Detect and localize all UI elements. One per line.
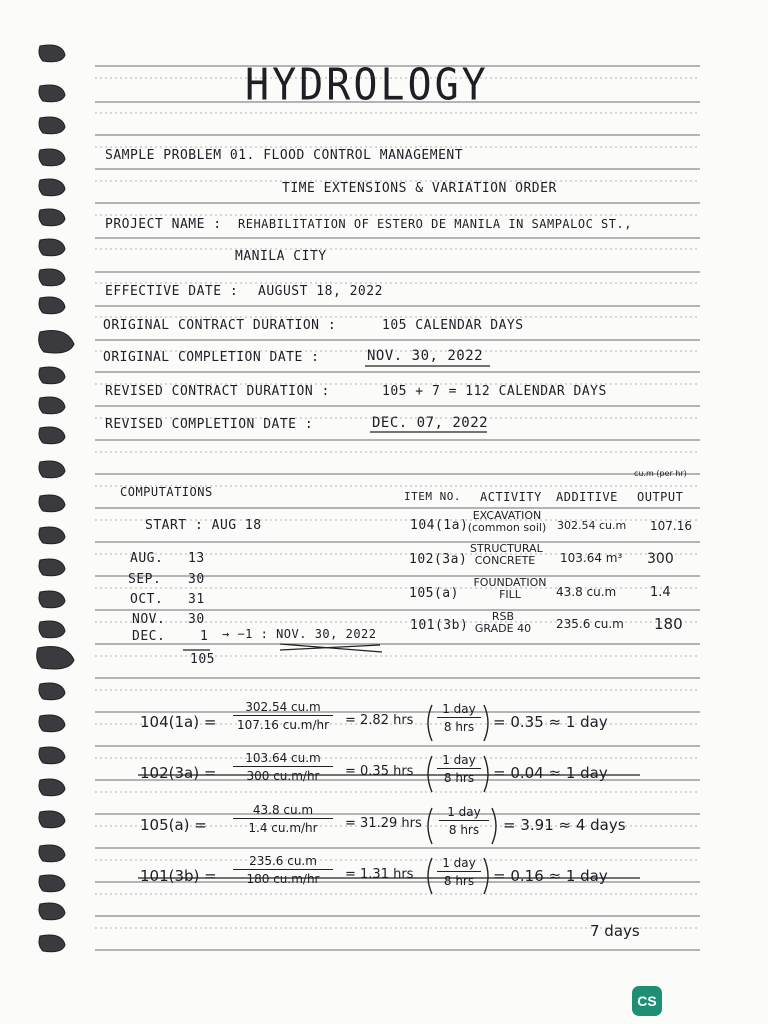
problem-line-1: SAMPLE PROBLEM 01. FLOOD CONTROL MANAGEMENT	[105, 148, 464, 163]
row-item: 105(a)	[409, 586, 459, 601]
conversion-fraction	[437, 753, 481, 785]
calc-denominator: 180 cu.m/hr	[246, 872, 320, 886]
days-oct: 31	[188, 592, 205, 607]
camscanner-badge: CS	[632, 986, 662, 1016]
calc-numerator: 235.6 cu.m	[233, 854, 333, 870]
month-aug: AUG.	[130, 551, 164, 566]
revised-duration-value: 105 + 7 = 112 CALENDAR DAYS	[382, 384, 607, 399]
row-output: 300	[647, 551, 674, 567]
conversion-denominator: 8 hrs	[443, 874, 475, 888]
computations-heading: COMPUTATIONS	[120, 485, 213, 499]
revised-completion-value: DEC. 07, 2022	[372, 415, 489, 431]
calc-fraction	[233, 751, 333, 783]
calc-fraction	[233, 803, 333, 835]
conversion-numerator: 1 day	[437, 702, 481, 718]
table-header-activity: ACTIVITY	[480, 490, 542, 504]
calc-result: = 0.16 ≈ 1 day	[493, 867, 608, 885]
calc-denominator: 300 cu.m/hr	[246, 769, 320, 783]
effective-date-label: EFFECTIVE DATE :	[105, 284, 239, 299]
conversion-denominator: 8 hrs	[443, 771, 475, 785]
row-activity: EXCAVATION (common soil)	[467, 509, 547, 534]
table-header-item: ITEM NO.	[404, 490, 461, 503]
days-aug: 13	[188, 551, 205, 566]
days-sep: 30	[188, 572, 205, 587]
revised-duration-label: REVISED CONTRACT DURATION :	[105, 384, 330, 399]
row-output: 1.4	[650, 585, 671, 600]
conversion-denominator: 8 hrs	[443, 720, 475, 734]
output-unit-note: cu.m (per hr)	[634, 469, 687, 478]
row-item: 101(3b)	[410, 618, 469, 633]
total-days: 7 days	[590, 922, 640, 940]
calc-hours: = 1.31 hrs	[345, 867, 414, 882]
calc-item: 102(3a) =	[140, 764, 217, 782]
row-additive: 103.64 m³	[560, 551, 623, 565]
original-completion-label: ORIGINAL COMPLETION DATE :	[103, 350, 320, 365]
computations-start: START : AUG 18	[145, 518, 262, 533]
conversion-numerator: 1 day	[437, 753, 481, 769]
calc-numerator: 43.8 cu.m	[233, 803, 333, 819]
calc-denominator: 1.4 cu.m/hr	[248, 821, 318, 835]
row-output: 180	[654, 615, 683, 633]
problem-line-2: TIME EXTENSIONS & VARIATION ORDER	[282, 181, 557, 196]
month-oct: OCT.	[130, 592, 164, 607]
calc-denominator: 107.16 cu.m/hr	[236, 718, 330, 732]
page-title: HYDROLOGY	[245, 59, 489, 111]
row-additive: 302.54 cu.m	[557, 519, 627, 532]
original-duration-value: 105 CALENDAR DAYS	[382, 318, 524, 333]
calc-result: = 0.35 ≈ 1 day	[493, 713, 608, 731]
days-dec: 1	[200, 629, 209, 644]
original-completion-value: NOV. 30, 2022	[367, 348, 484, 364]
conversion-denominator: 8 hrs	[448, 823, 480, 837]
project-name-line-2: MANILA CITY	[235, 249, 327, 264]
calc-hours: = 0.35 hrs	[345, 764, 414, 779]
row-output: 107.16	[650, 519, 692, 533]
month-dec: DEC.	[132, 629, 166, 644]
conversion-fraction	[439, 805, 489, 837]
original-duration-label: ORIGINAL CONTRACT DURATION :	[103, 318, 337, 333]
project-name-label: PROJECT NAME :	[105, 217, 222, 232]
calc-result: = 3.91 ≈ 4 days	[503, 816, 626, 834]
row-item: 102(3a)	[409, 552, 468, 567]
calc-hours: = 31.29 hrs	[345, 816, 422, 831]
conversion-fraction	[437, 856, 481, 888]
month-sep: SEP.	[128, 572, 162, 587]
row-additive: 235.6 cu.m	[556, 617, 624, 631]
calc-result: = 0.04 ≈ 1 day	[493, 764, 608, 782]
conversion-numerator: 1 day	[437, 856, 481, 872]
conversion-numerator: 1 day	[439, 805, 489, 821]
calc-numerator: 302.54 cu.m	[233, 700, 333, 716]
month-nov: NOV.	[132, 612, 166, 627]
row-activity: FOUNDATION FILL	[473, 576, 547, 601]
calc-item: 104(1a) =	[140, 713, 217, 731]
dec-note: → −1 : NOV. 30, 2022	[222, 627, 377, 641]
table-header-output: OUTPUT	[637, 490, 684, 504]
calc-fraction	[233, 854, 333, 886]
project-name-line-1: REHABILITATION OF ESTERO DE MANILA IN SAMPALOC ST.,	[238, 217, 632, 231]
row-activity: RSB GRADE 40	[474, 610, 532, 635]
calc-fraction	[233, 700, 333, 732]
row-item: 104(1a)	[410, 518, 469, 533]
effective-date-value: AUGUST 18, 2022	[258, 284, 383, 299]
row-activity: STRUCTURAL CONCRETE	[470, 542, 543, 567]
days-nov: 30	[188, 612, 205, 627]
conversion-fraction	[437, 702, 481, 734]
calc-numerator: 103.64 cu.m	[233, 751, 333, 767]
days-total: 105	[190, 652, 215, 667]
calc-hours: = 2.82 hrs	[345, 713, 414, 728]
revised-completion-label: REVISED COMPLETION DATE :	[105, 417, 314, 432]
table-header-additive: ADDITIVE	[556, 490, 618, 504]
calc-item: 105(a) =	[140, 816, 207, 834]
row-additive: 43.8 cu.m	[556, 585, 617, 599]
calc-item: 101(3b) =	[140, 867, 217, 885]
